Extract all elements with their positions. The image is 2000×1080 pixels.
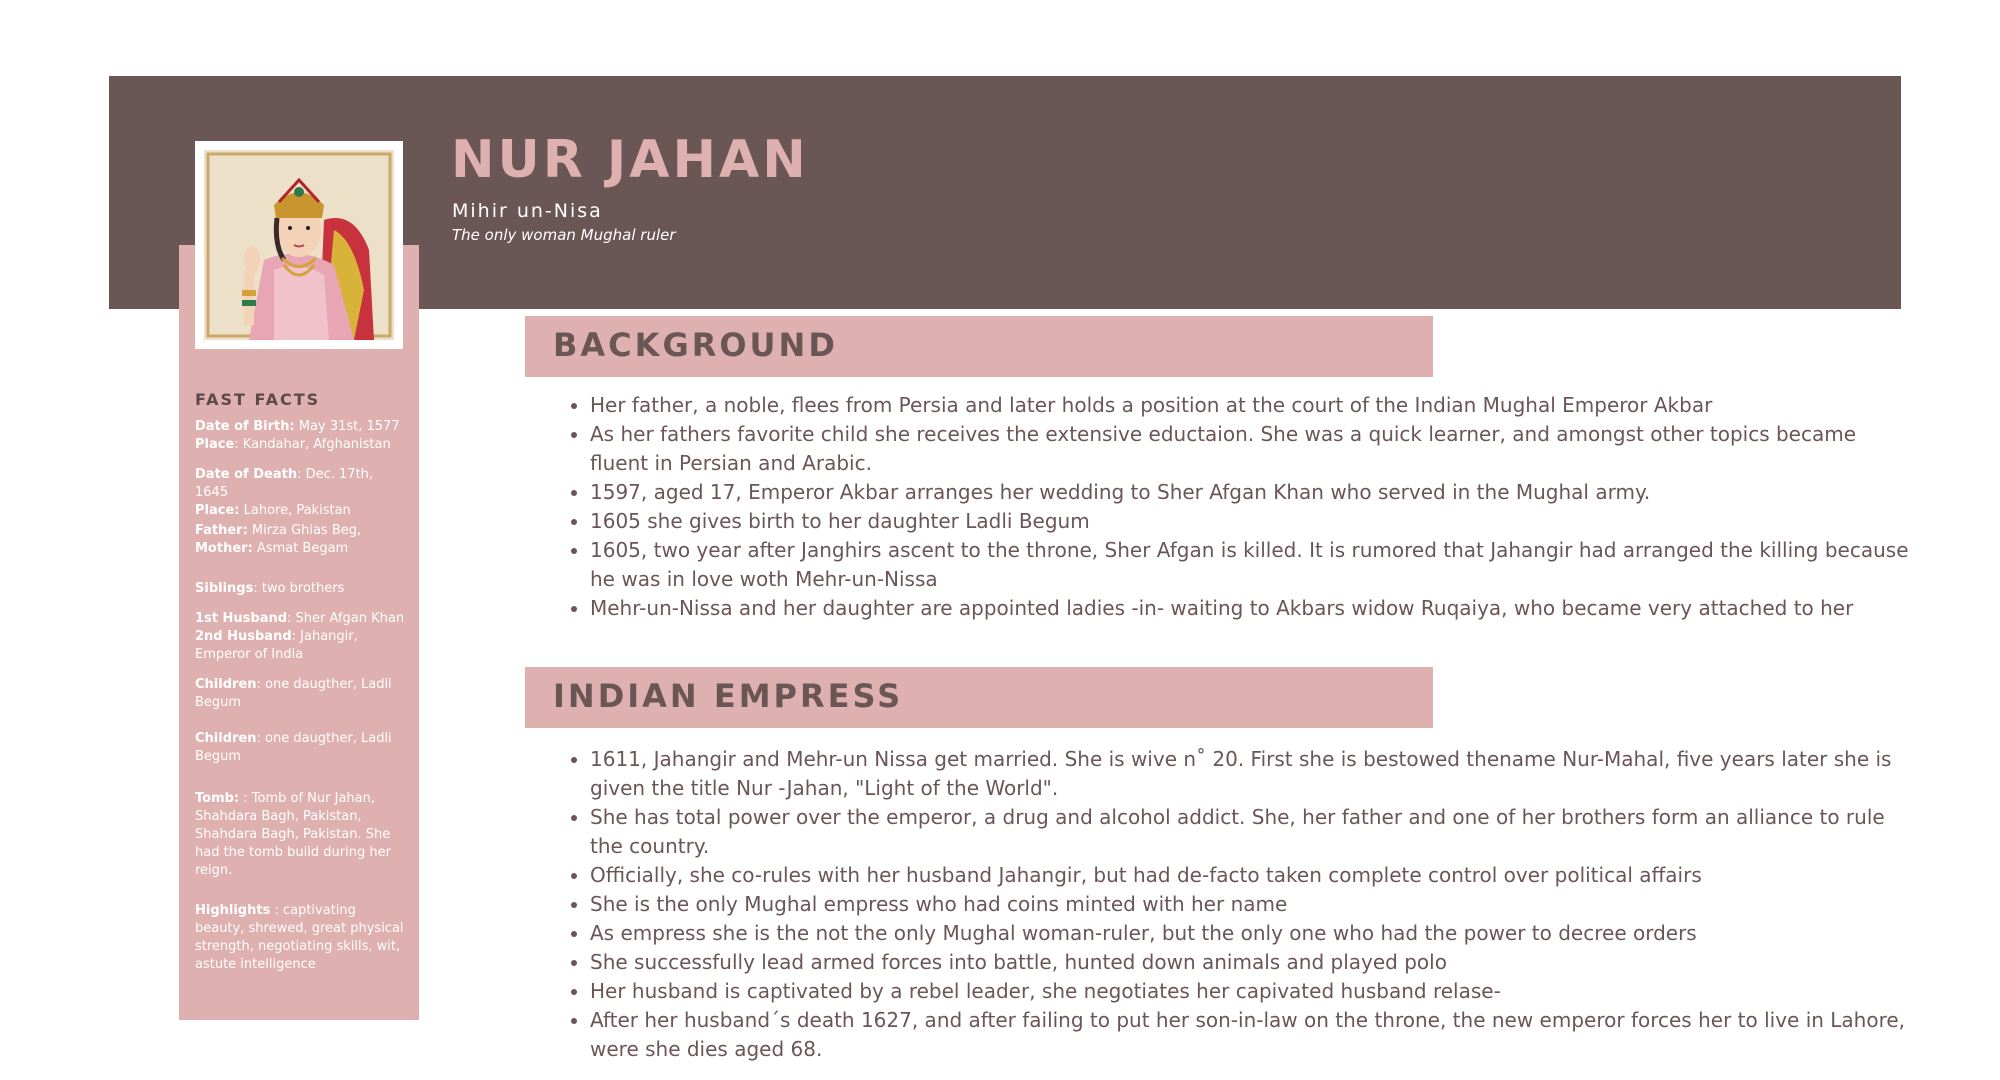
fact-children-repeat bbox=[195, 730, 407, 766]
section-header-background bbox=[525, 316, 1433, 377]
fast-facts-heading: FAST FACTS bbox=[195, 390, 321, 409]
fact-tomb bbox=[195, 790, 407, 880]
bullet-item: • 1597, aged 17, Emperor Akbar arranges her wedding to Sher Afgan Khan who served in the Mughal army. bbox=[590, 478, 1910, 507]
fact-value: May 31st, 1577 bbox=[294, 419, 400, 434]
fact-value: Mirza Ghias Beg, bbox=[247, 523, 362, 538]
bullet-item: • 1605 she gives birth to her daughter Ladli Begum bbox=[590, 507, 1910, 536]
fact-value: : Dec. 17th, 1645 bbox=[195, 467, 374, 500]
empress-bullet-list bbox=[560, 745, 1910, 1064]
bullet-item: • She is the only Mughal empress who had coins minted with her name bbox=[590, 890, 1910, 919]
fact-value: : Jahangir, Emperor of India bbox=[195, 629, 358, 662]
fact-label: Children bbox=[195, 677, 257, 692]
bullet-item: • She successfully lead armed forces into battle, hunted down animals and played polo bbox=[590, 948, 1910, 977]
fact-value: Asmat Begam bbox=[252, 541, 349, 556]
section-header-indian-empress bbox=[525, 667, 1433, 728]
bullet-item: • Her husband is captivated by a rebel leader, she negotiates her capivated husband relase- bbox=[590, 977, 1910, 1006]
fact-label: 1st Husband bbox=[195, 611, 288, 626]
fact-value: : two brothers bbox=[253, 581, 345, 596]
background-bullet-list bbox=[560, 391, 1910, 623]
fact-value: : one daugther, Ladli Begum bbox=[195, 677, 392, 710]
fact-death bbox=[195, 466, 407, 520]
bullet-item: • 1605, two year after Janghirs ascent to the throne, Sher Afgan is killed. It is rumored that Jahangir had arranged the killing because he was in love woth Mehr-un-Nissa bbox=[590, 536, 1910, 594]
fact-value: : Kandahar, Afghanistan bbox=[234, 437, 391, 452]
fact-children bbox=[195, 676, 407, 712]
fact-label: Date of Birth: bbox=[195, 419, 295, 434]
section-title: INDIAN EMPRESS bbox=[553, 677, 904, 715]
fact-label: Siblings bbox=[195, 581, 254, 596]
portrait-frame bbox=[195, 141, 403, 349]
fact-label: Tomb: bbox=[195, 791, 240, 806]
fact-siblings bbox=[195, 580, 407, 598]
fact-birth bbox=[195, 418, 407, 454]
fact-label: Mother: bbox=[195, 541, 253, 556]
fact-value: : Sher Afgan Khan bbox=[287, 611, 405, 626]
bullet-item: • 1611, Jahangir and Mehr-un Nissa get married. She is wive n˚ 20. First she is bestowed thename Nur-Mahal, five years later she is given the title Nur -Jahan, "Light of the World". bbox=[590, 745, 1910, 803]
bullet-item: • She has total power over the emperor, a drug and alcohol addict. She, her father and one of her brothers form an alliance to rule the country. bbox=[590, 803, 1910, 861]
bullet-item: • As her fathers favorite child she receives the extensive eductaion. She was a quick learner, and amongst other topics became fluent in Persian and Arabic. bbox=[590, 420, 1910, 478]
subtitle: Mihir un-Nisa bbox=[452, 200, 603, 222]
fact-highlights bbox=[195, 902, 407, 974]
bullet-item: • As empress she is the not the only Mughal woman-ruler, but the only one who had the power to decree orders bbox=[590, 919, 1910, 948]
fact-value: : captivating beauty, shrewed, great physical strength, negotiating skills, wit, astute intelligence bbox=[195, 903, 404, 972]
fact-value: Lahore, Pakistan bbox=[239, 503, 351, 518]
fact-label: Place bbox=[195, 437, 235, 452]
fact-husbands bbox=[195, 610, 407, 664]
fact-parents bbox=[195, 522, 407, 558]
fact-label: Father: bbox=[195, 523, 248, 538]
portrait-image bbox=[204, 150, 394, 340]
bullet-item: • Her father, a noble, flees from Persia and later holds a position at the court of the Indian Mughal Emperor Akbar bbox=[590, 391, 1910, 420]
fact-value: : one daugther, Ladli Begum bbox=[195, 731, 392, 764]
bullet-item: • Officially, she co-rules with her husband Jahangir, but had de-facto taken complete control over political affairs bbox=[590, 861, 1910, 890]
fact-value: : Tomb of Nur Jahan, Shahdara Bagh, Pakistan, Shahdara Bagh, Pakistan. She had the tomb build during her reign. bbox=[195, 791, 391, 878]
bullet-item: • After her husband´s death 1627, and after failing to put her son-in-law on the throne, the new emperor forces her to live in Lahore, were she dies aged 68. bbox=[590, 1006, 1910, 1064]
page-title: NUR JAHAN bbox=[451, 130, 809, 190]
bullet-item: • Mehr-un-Nissa and her daughter are appointed ladies -in- waiting to Akbars widow Ruqaiya, who became very attached to her bbox=[590, 594, 1910, 623]
tagline: The only woman Mughal ruler bbox=[452, 226, 676, 244]
fact-label: 2nd Husband bbox=[195, 629, 292, 644]
fact-label: Place: bbox=[195, 503, 240, 518]
section-title: BACKGROUND bbox=[553, 326, 838, 364]
fact-label: Highlights bbox=[195, 903, 271, 918]
fact-label: Date of Death bbox=[195, 467, 298, 482]
fact-label: Children bbox=[195, 731, 257, 746]
